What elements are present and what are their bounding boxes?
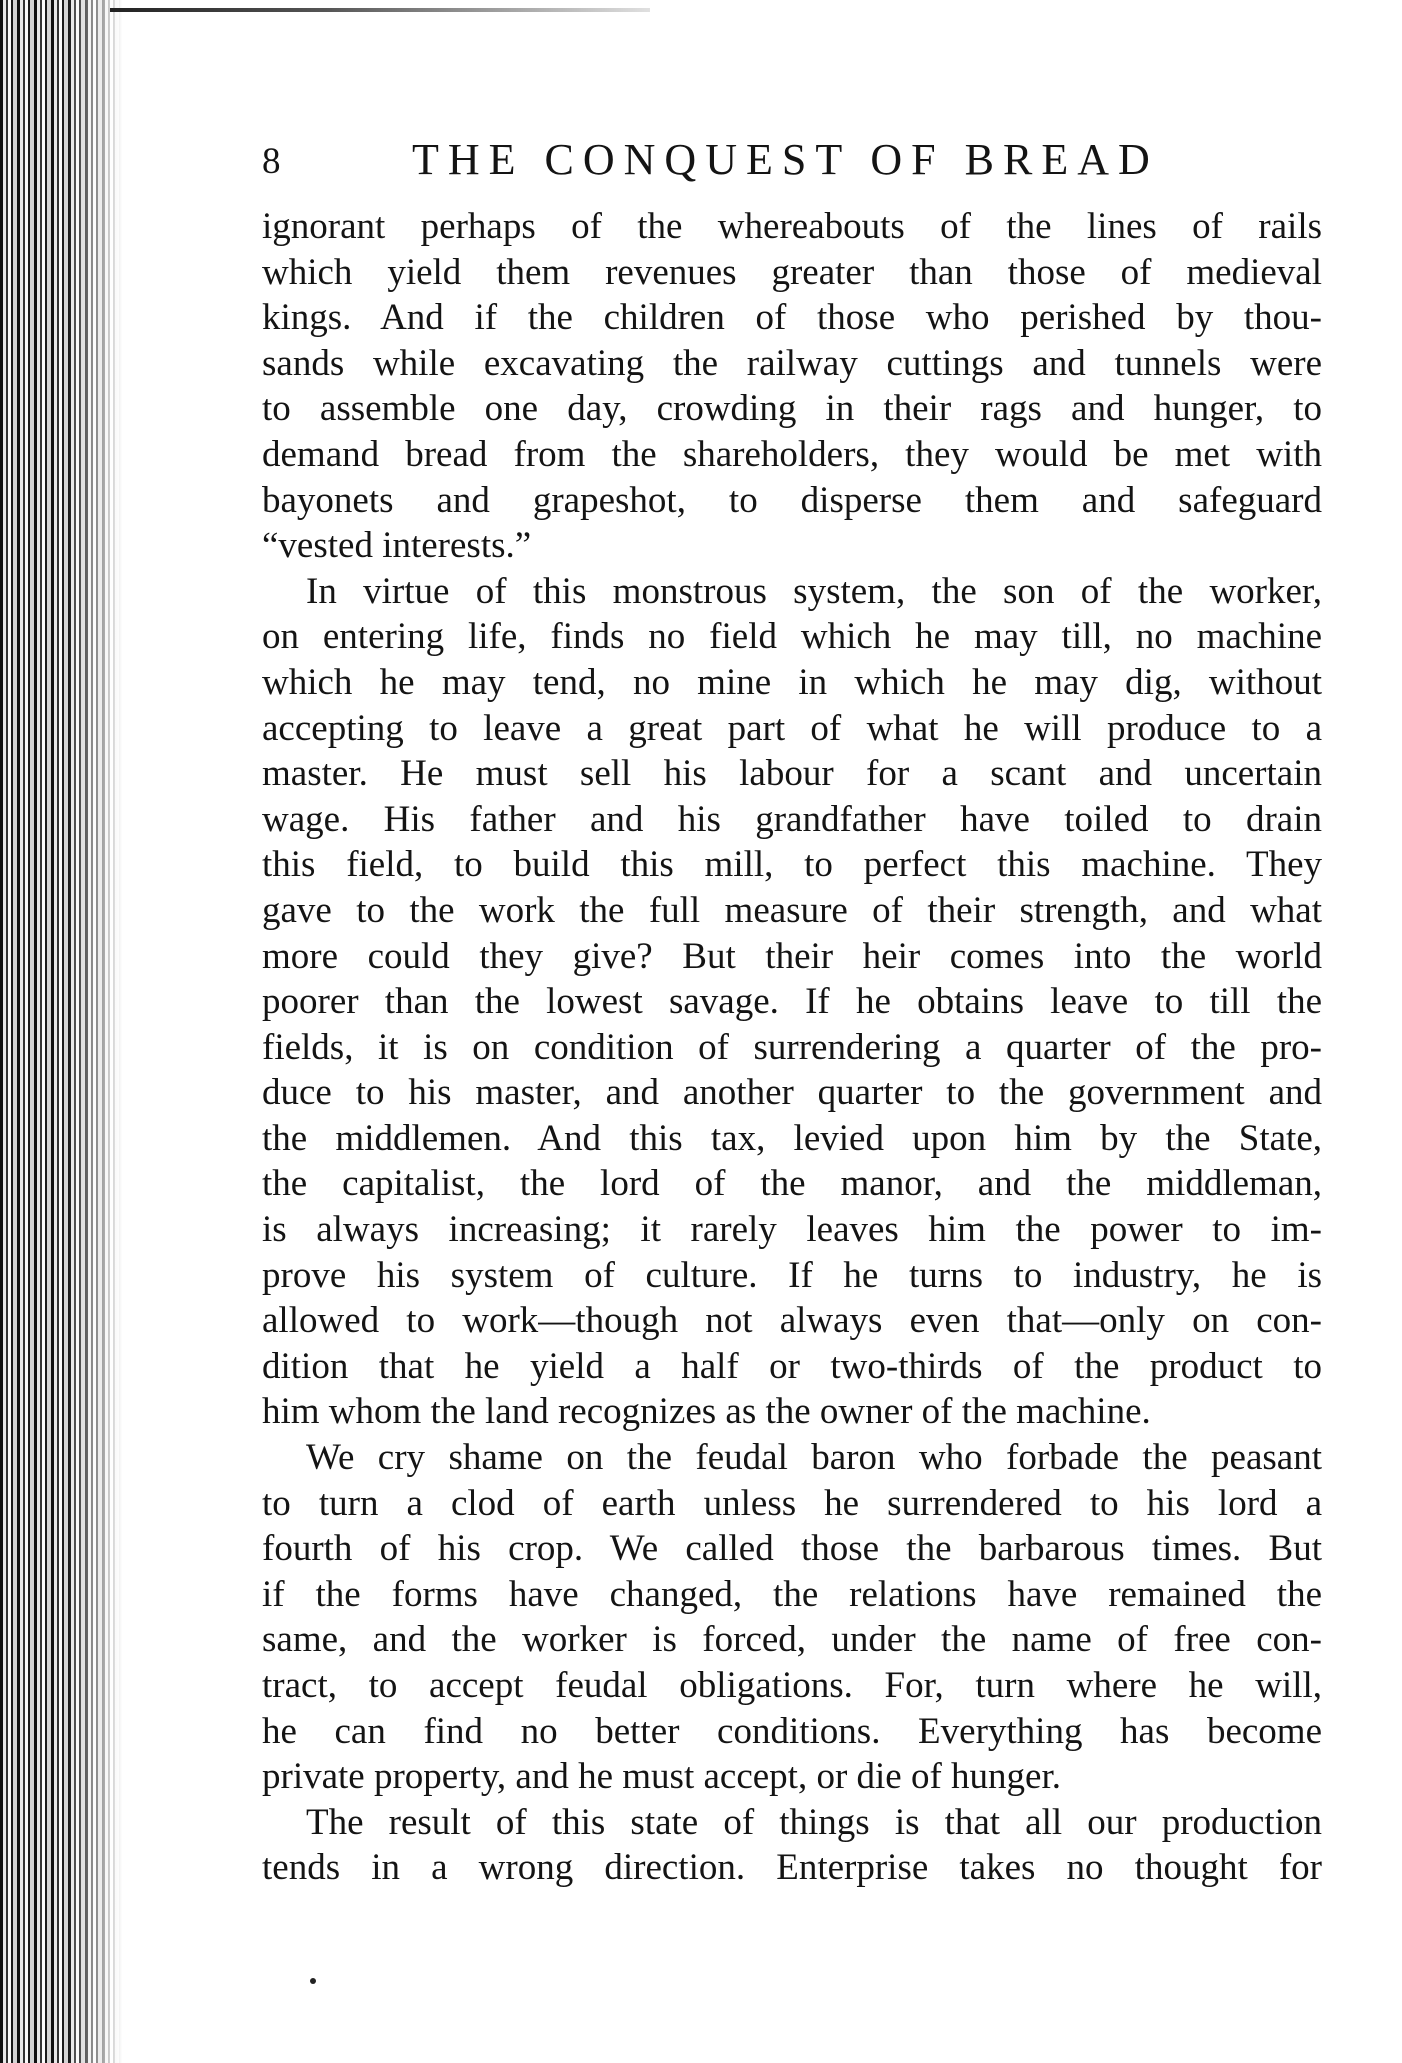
paragraph-start-line: In virtue of this monstrous system, the son of the worker, <box>306 570 1322 612</box>
text-line: to turn a clod of earth unless he surrendered to his lord a <box>262 1482 1322 1524</box>
text-line: if the forms have changed, the relations have remained the <box>262 1573 1322 1615</box>
text-line: poorer than the lowest savage. If he obtains leave to till the <box>262 981 1322 1023</box>
text-line: sands while excavating the railway cuttings and tunnels were <box>262 342 1322 384</box>
text-line: the capitalist, the lord of the manor, and the middleman, <box>262 1163 1322 1205</box>
scan-speck <box>310 1978 316 1984</box>
text-line: him whom the land recognizes as the owner of the machine. <box>262 1391 1151 1433</box>
text-line: dition that he yield a half or two-thirds of the product to <box>262 1345 1322 1387</box>
text-line: master. He must sell his labour for a scant and uncertain <box>262 753 1322 795</box>
running-title: THE CONQUEST OF BREAD <box>412 135 1159 184</box>
text-line: this field, to build this mill, to perfect this machine. They <box>262 844 1322 886</box>
text-line: same, and the worker is forced, under the name of free con- <box>262 1619 1322 1661</box>
text-line: which he may tend, no mine in which he may dig, without <box>262 661 1322 703</box>
body-text <box>262 204 1322 1891</box>
text-line: which yield them revenues greater than those of medieval <box>262 251 1322 293</box>
text-line: fourth of his crop. We called those the barbarous times. But <box>262 1528 1322 1570</box>
text-line: is always increasing; it rarely leaves him the power to im- <box>262 1209 1322 1251</box>
text-line: allowed to work—though not always even that—only on con- <box>262 1300 1322 1342</box>
text-line: tends in a wrong direction. Enterprise takes no thought for <box>262 1847 1322 1889</box>
text-line: to assemble one day, crowding in their rags and hunger, to <box>262 388 1322 430</box>
text-line: he can find no better conditions. Everything has become <box>262 1710 1322 1752</box>
text-line: prove his system of culture. If he turns to industry, he is <box>262 1254 1322 1296</box>
text-line: demand bread from the shareholders, they would be met with <box>262 433 1322 475</box>
text-line: bayonets and grapeshot, to disperse them and safeguard <box>262 479 1322 521</box>
text-line: ignorant perhaps of the whereabouts of the lines of rails <box>262 206 1322 247</box>
text-line: kings. And if the children of those who perished by thou- <box>262 297 1322 339</box>
text-line: tract, to accept feudal obligations. For, turn where he will, <box>262 1665 1322 1706</box>
scan-smudge <box>110 8 650 12</box>
running-header <box>262 134 1322 194</box>
paragraph-start-line: The result of this state of things is that all our production <box>306 1801 1322 1843</box>
text-line: on entering life, finds no field which he may till, no machine <box>262 616 1322 658</box>
page-number: 8 <box>262 141 281 182</box>
text-line: private property, and he must accept, or die of hunger. <box>262 1756 1061 1798</box>
text-line: duce to his master, and another quarter to the government and <box>262 1072 1322 1114</box>
text-line: “vested interests.” <box>262 525 532 567</box>
paragraph-start-line: We cry shame on the feudal baron who forbade the peasant <box>306 1437 1322 1479</box>
text-line: fields, it is on condition of surrendering a quarter of the pro- <box>262 1026 1322 1068</box>
text-line: accepting to leave a great part of what he will produce to a <box>262 707 1322 749</box>
text-line: more could they give? But their heir comes into the world <box>262 935 1322 977</box>
text-line: wage. His father and his grandfather have toiled to drain <box>262 798 1322 840</box>
text-line: the middlemen. And this tax, levied upon him by the State, <box>262 1117 1322 1159</box>
binding-shadow <box>66 0 122 2063</box>
text-line: gave to the work the full measure of their strength, and what <box>262 889 1322 931</box>
